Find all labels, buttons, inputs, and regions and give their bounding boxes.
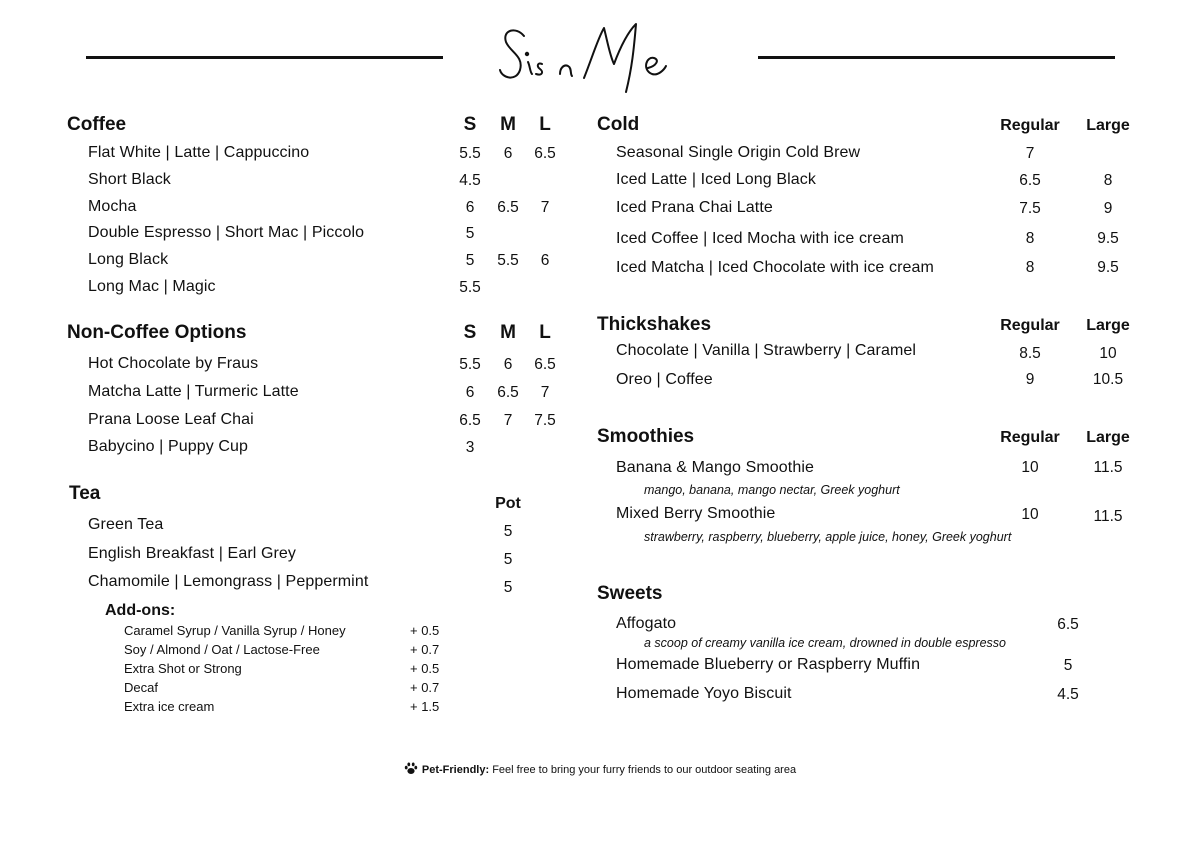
coffee-size-s: S: [463, 114, 477, 135]
price: 4.5: [1057, 686, 1079, 703]
addon-price: + 0.5: [410, 661, 440, 676]
menu-item: Long Black: [88, 251, 169, 268]
price-pot: 5: [503, 551, 513, 568]
non-coffee-size-m: M: [500, 322, 516, 343]
header-rule-right: [758, 56, 1115, 59]
menu-item: Iced Latte | Iced Long Black: [616, 171, 816, 188]
menu-item: Oreo | Coffee: [616, 371, 713, 388]
menu-item: Chocolate | Vanilla | Strawberry | Caramel: [616, 342, 917, 359]
cold-size-large: Large: [1086, 117, 1130, 134]
menu-item: Babycino | Puppy Cup: [88, 438, 249, 455]
addon-item: Soy / Almond / Oat / Lactose-Free: [124, 642, 320, 657]
menu-item: Prana Loose Leaf Chai: [88, 411, 254, 428]
price-l: 7: [540, 384, 550, 401]
price: 5: [1063, 657, 1073, 674]
menu-item: English Breakfast | Earl Grey: [88, 545, 297, 562]
price-s: 4.5: [459, 172, 481, 189]
menu-item: Matcha Latte | Turmeric Latte: [88, 383, 299, 400]
addon-item: Extra Shot or Strong: [124, 661, 242, 676]
non-coffee-title: Non-Coffee Options: [67, 322, 247, 343]
sweets-title: Sweets: [597, 583, 663, 604]
tea-title: Tea: [69, 483, 101, 504]
paw-icon: [404, 762, 418, 775]
addons-title: Add-ons:: [105, 602, 176, 619]
price-regular: 8.5: [1019, 345, 1041, 362]
price-s: 6.5: [459, 412, 481, 429]
smoothies-size-large: Large: [1086, 429, 1130, 446]
non-coffee-size-s: S: [463, 322, 477, 343]
coffee-size-l: L: [539, 114, 551, 135]
price-m: 5.5: [497, 252, 519, 269]
price-regular: 6.5: [1019, 172, 1041, 189]
price-s: 6: [465, 384, 475, 401]
price-pot: 5: [503, 523, 513, 540]
footer-note: [0, 762, 1200, 776]
item-description: a scoop of creamy vanilla ice cream, drowned in double espresso: [644, 636, 1006, 650]
price: 6.5: [1057, 616, 1079, 633]
price-s: 5.5: [459, 356, 481, 373]
price-m: 6.5: [497, 199, 519, 216]
price-m: 6.5: [497, 384, 519, 401]
price-m: 6: [503, 145, 513, 162]
price-m: 7: [503, 412, 513, 429]
price-regular: 10: [1021, 506, 1039, 523]
coffee-title: Coffee: [67, 114, 127, 135]
price-large: 9.5: [1097, 259, 1119, 276]
menu-item: Double Espresso | Short Mac | Piccolo: [88, 224, 365, 241]
price-m: 6: [503, 356, 513, 373]
addon-item: Decaf: [124, 680, 158, 695]
price-l: 6.5: [534, 356, 556, 373]
price-large: 9.5: [1097, 230, 1119, 247]
menu-item: Flat White | Latte | Cappuccino: [88, 144, 310, 161]
price-regular: 8: [1025, 259, 1035, 276]
menu-item: Mixed Berry Smoothie: [616, 505, 776, 522]
price-s: 5.5: [459, 145, 481, 162]
price-pot: 5: [503, 579, 513, 596]
menu-item: Homemade Yoyo Biscuit: [616, 685, 792, 702]
menu-item: Hot Chocolate by Fraus: [88, 355, 259, 372]
menu-item: Mocha: [88, 198, 137, 215]
price-regular: 10: [1021, 459, 1039, 476]
menu-item: Iced Matcha | Iced Chocolate with ice cream: [616, 259, 934, 276]
footer-label: Pet-Friendly:: [421, 764, 490, 776]
price-l: 7: [540, 199, 550, 216]
price-s: 5.5: [459, 279, 481, 296]
thickshakes-title: Thickshakes: [597, 314, 712, 335]
price-large: 11.5: [1093, 508, 1123, 525]
addon-price: + 0.7: [410, 680, 440, 695]
price-s: 5: [465, 252, 475, 269]
addon-price: + 0.5: [410, 623, 440, 638]
item-description: strawberry, raspberry, blueberry, apple juice, honey, Greek yoghurt: [644, 530, 1012, 544]
footer-text: Feel free to bring your furry friends to our outdoor seating area: [489, 764, 797, 776]
menu-item: Seasonal Single Origin Cold Brew: [616, 144, 861, 161]
price-regular: 7: [1025, 145, 1035, 162]
addon-price: + 0.7: [410, 642, 440, 657]
menu-item: Long Mac | Magic: [88, 278, 216, 295]
header-rule-left: [86, 56, 443, 59]
cold-size-regular: Regular: [1000, 117, 1060, 134]
smoothies-title: Smoothies: [597, 426, 695, 447]
price-large: 11.5: [1093, 459, 1123, 476]
price-regular: 8: [1025, 230, 1035, 247]
price-large: 8: [1103, 172, 1113, 189]
price-regular: 9: [1025, 371, 1035, 388]
menu-item: Affogato: [616, 615, 677, 632]
thickshakes-size-large: Large: [1086, 317, 1130, 334]
price-regular: 7.5: [1019, 200, 1041, 217]
price-large: 9: [1103, 200, 1113, 217]
menu-item: Short Black: [88, 171, 171, 188]
item-description: mango, banana, mango nectar, Greek yoghurt: [644, 483, 900, 497]
menu-item: Homemade Blueberry or Raspberry Muffin: [616, 656, 921, 673]
menu-item: Banana & Mango Smoothie: [616, 459, 814, 476]
non-coffee-size-l: L: [539, 322, 551, 343]
price-large: 10.5: [1092, 371, 1124, 388]
coffee-size-m: M: [500, 114, 516, 135]
price-s: 5: [465, 225, 475, 242]
cold-title: Cold: [597, 114, 640, 135]
price-large: 10: [1099, 345, 1117, 362]
price-l: 7.5: [534, 412, 556, 429]
tea-size-pot: Pot: [495, 495, 521, 512]
menu-item: Green Tea: [88, 516, 164, 533]
price-s: 6: [465, 199, 475, 216]
price-l: 6.5: [534, 145, 556, 162]
menu-item: Iced Prana Chai Latte: [616, 199, 773, 216]
smoothies-size-regular: Regular: [1000, 429, 1060, 446]
thickshakes-size-regular: Regular: [1000, 317, 1060, 334]
price-s: 3: [465, 439, 475, 456]
addon-item: Extra ice cream: [124, 699, 215, 714]
addon-item: Caramel Syrup / Vanilla Syrup / Honey: [124, 623, 346, 638]
menu-item: Iced Coffee | Iced Mocha with ice cream: [616, 230, 904, 247]
price-l: 6: [540, 252, 550, 269]
addon-price: + 1.5: [410, 699, 440, 714]
brand-logo: [480, 8, 720, 98]
menu-item: Chamomile | Lemongrass | Peppermint: [88, 573, 369, 590]
